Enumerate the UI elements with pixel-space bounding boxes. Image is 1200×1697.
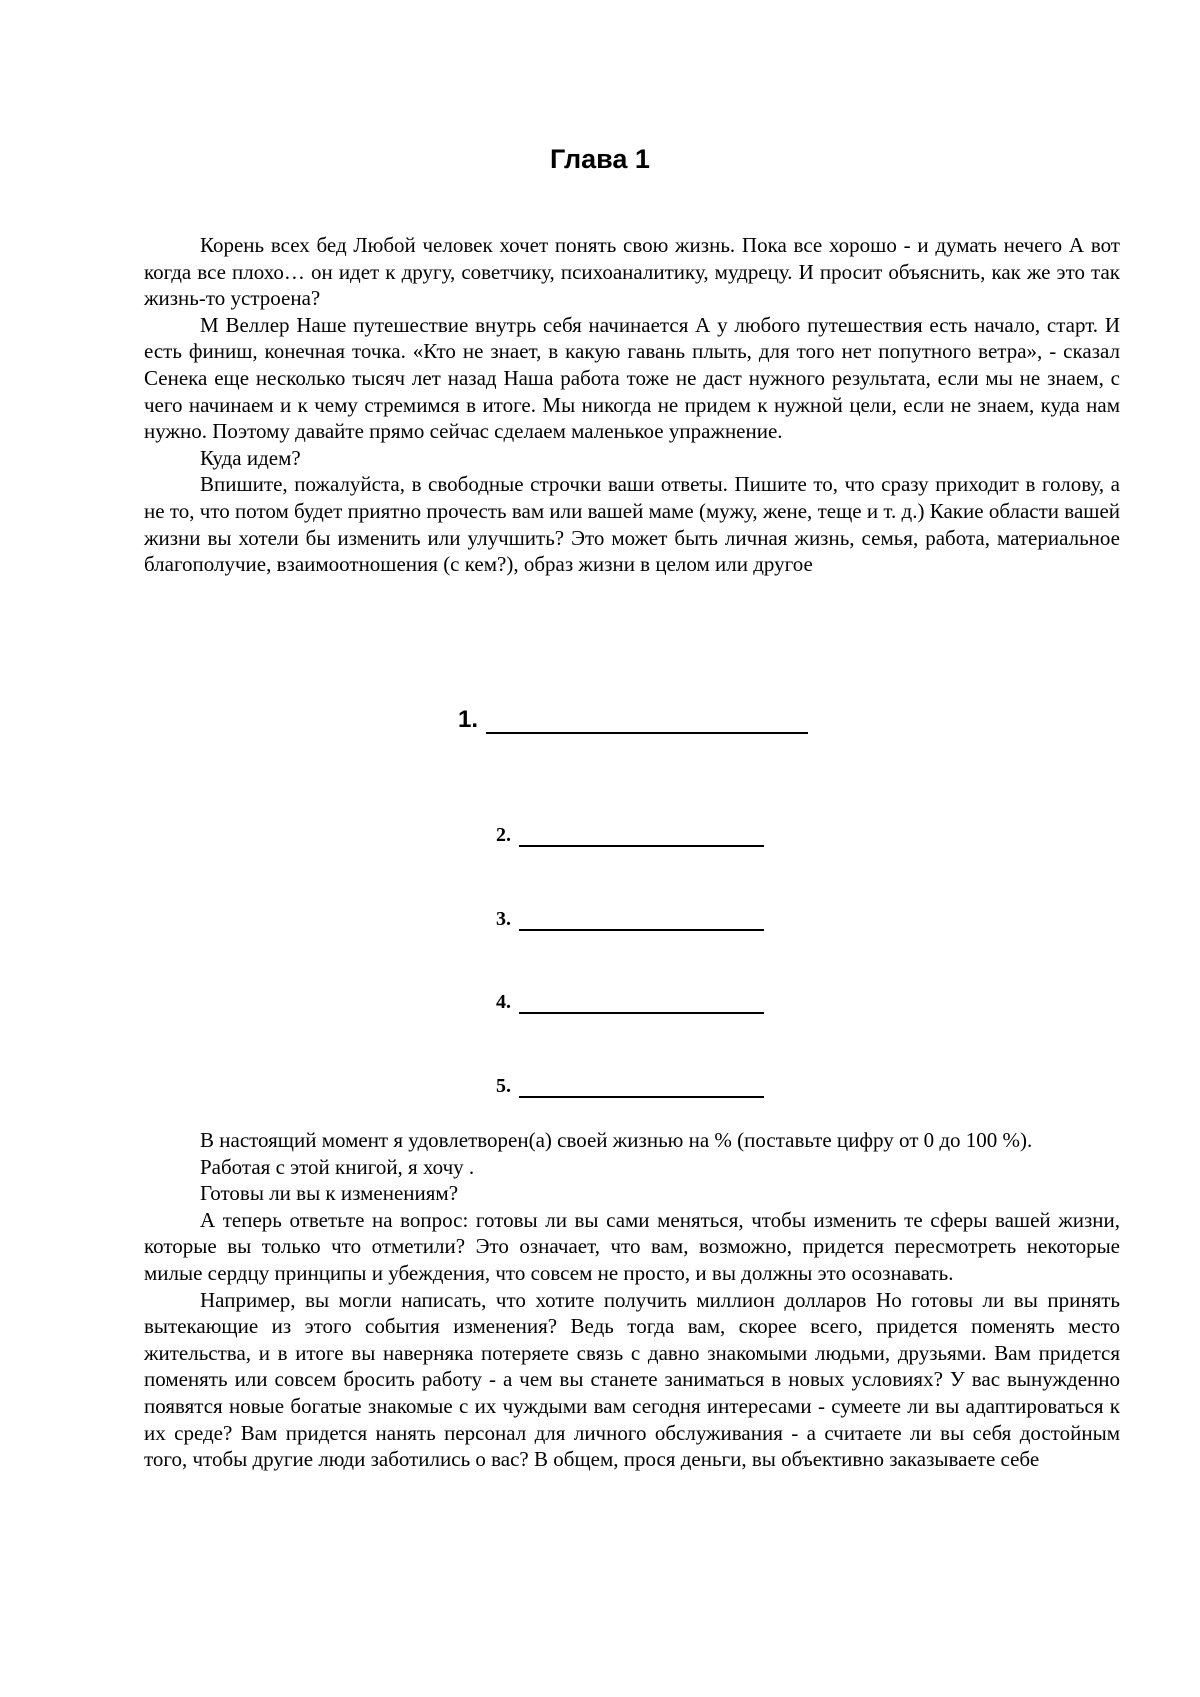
paragraph: Корень всех бед Любой человек хочет понять свою жизнь. Пока все хорошо - и думать нечего А вот когда все плохо… он идет к другу, советчику, психоаналитику, мудрецу. И просит объяснить, как же это так жизнь-то устроена?	[144, 233, 1120, 311]
intro-text	[144, 232, 1120, 578]
paragraph: М Веллер Наше путешествие внутрь себя начинается А у любого путешествия есть начало, старт. И есть финиш, конечная точка. «Кто не знает, в какую гавань плыть, для того нет попутного ветра», - сказал Сенека еще несколько тысяч лет назад Наша работа тоже не даст нужного результата, если мы не знаем, с чего начинаем и к чему стремимся в итоге. Мы никогда не придем к нужной цели, если не знаем, куда нам нужно. Поэтому давайте прямо сейчас сделаем маленькое упражнение.	[144, 312, 1120, 444]
paragraph-heading: Куда идем?	[200, 445, 301, 470]
item-number: 2.	[496, 824, 511, 846]
paragraph: Например, вы могли написать, что хотите получить миллион долларов Но готовы ли вы принять вытекающие из этого события изменения? Ведь тогда вам, скорее всего, придется поменять место жительства, и в итоге вы наверняка потеряете связь с давно знакомыми людьми, друзьями. Вам придется поменять или совсем бросить работу - а чем вы станете заниматься в новых условиях? У вас вынужденно появятся новые богатые знакомые с их чуждыми вам сегодня интересами - сумеете ли вы адаптироваться к их среде? Вам придется нанять персонал для личного обслуживания - а считаете ли вы себя достойным того, чтобы другие люди заботились о вас? В общем, прося деньги, вы объективно заказываете себе	[144, 1287, 1120, 1472]
main-text	[144, 1127, 1120, 1473]
blank-line[interactable]	[486, 704, 808, 734]
blank-line[interactable]	[519, 907, 764, 931]
answer-line-5[interactable]	[496, 1074, 764, 1098]
item-number: 1.	[458, 706, 479, 733]
item-number: 4.	[496, 991, 511, 1013]
blank-line[interactable]	[519, 1074, 764, 1098]
chapter-title: Глава 1	[550, 144, 650, 174]
paragraph: А теперь ответьте на вопрос: готовы ли вы сами меняться, чтобы изменить те сферы вашей жизни, которые вы только что отметили? Это означает, что вам, возможно, придется пересмотреть некоторые милые сердцу принципы и убеждения, что совсем не просто, и вы должны это осознавать.	[144, 1207, 1120, 1285]
item-number: 3.	[496, 908, 511, 930]
paragraph-heading: Готовы ли вы к изменениям?	[200, 1181, 459, 1206]
answer-line-4[interactable]	[496, 990, 764, 1014]
paragraph: В настоящий момент я удовлетворен(а) своей жизнью на % (поставьте цифру от 0 до 100 %).	[200, 1128, 1033, 1152]
blank-line[interactable]	[519, 990, 764, 1014]
item-number: 5.	[496, 1075, 511, 1097]
paragraph: Впишите, пожалуйста, в свободные строчки ваши ответы. Пишите то, что сразу приходит в голову, а не то, что потом будет приятно прочесть вам или вашей маме (мужу, жене, теще и т. д.) Какие области вашей жизни вы хотели бы изменить или улучшить? Это может быть личная жизнь, семья, работа, материальное благополучие, взаимоотношения (с кем?), образ жизни в целом или другое	[144, 472, 1120, 577]
answer-line-2[interactable]	[496, 823, 764, 847]
answer-line-3[interactable]	[496, 907, 764, 931]
answer-line-1[interactable]	[458, 704, 808, 734]
paragraph: Работая с этой книгой, я хочу .	[200, 1154, 475, 1179]
blank-line[interactable]	[519, 823, 764, 847]
